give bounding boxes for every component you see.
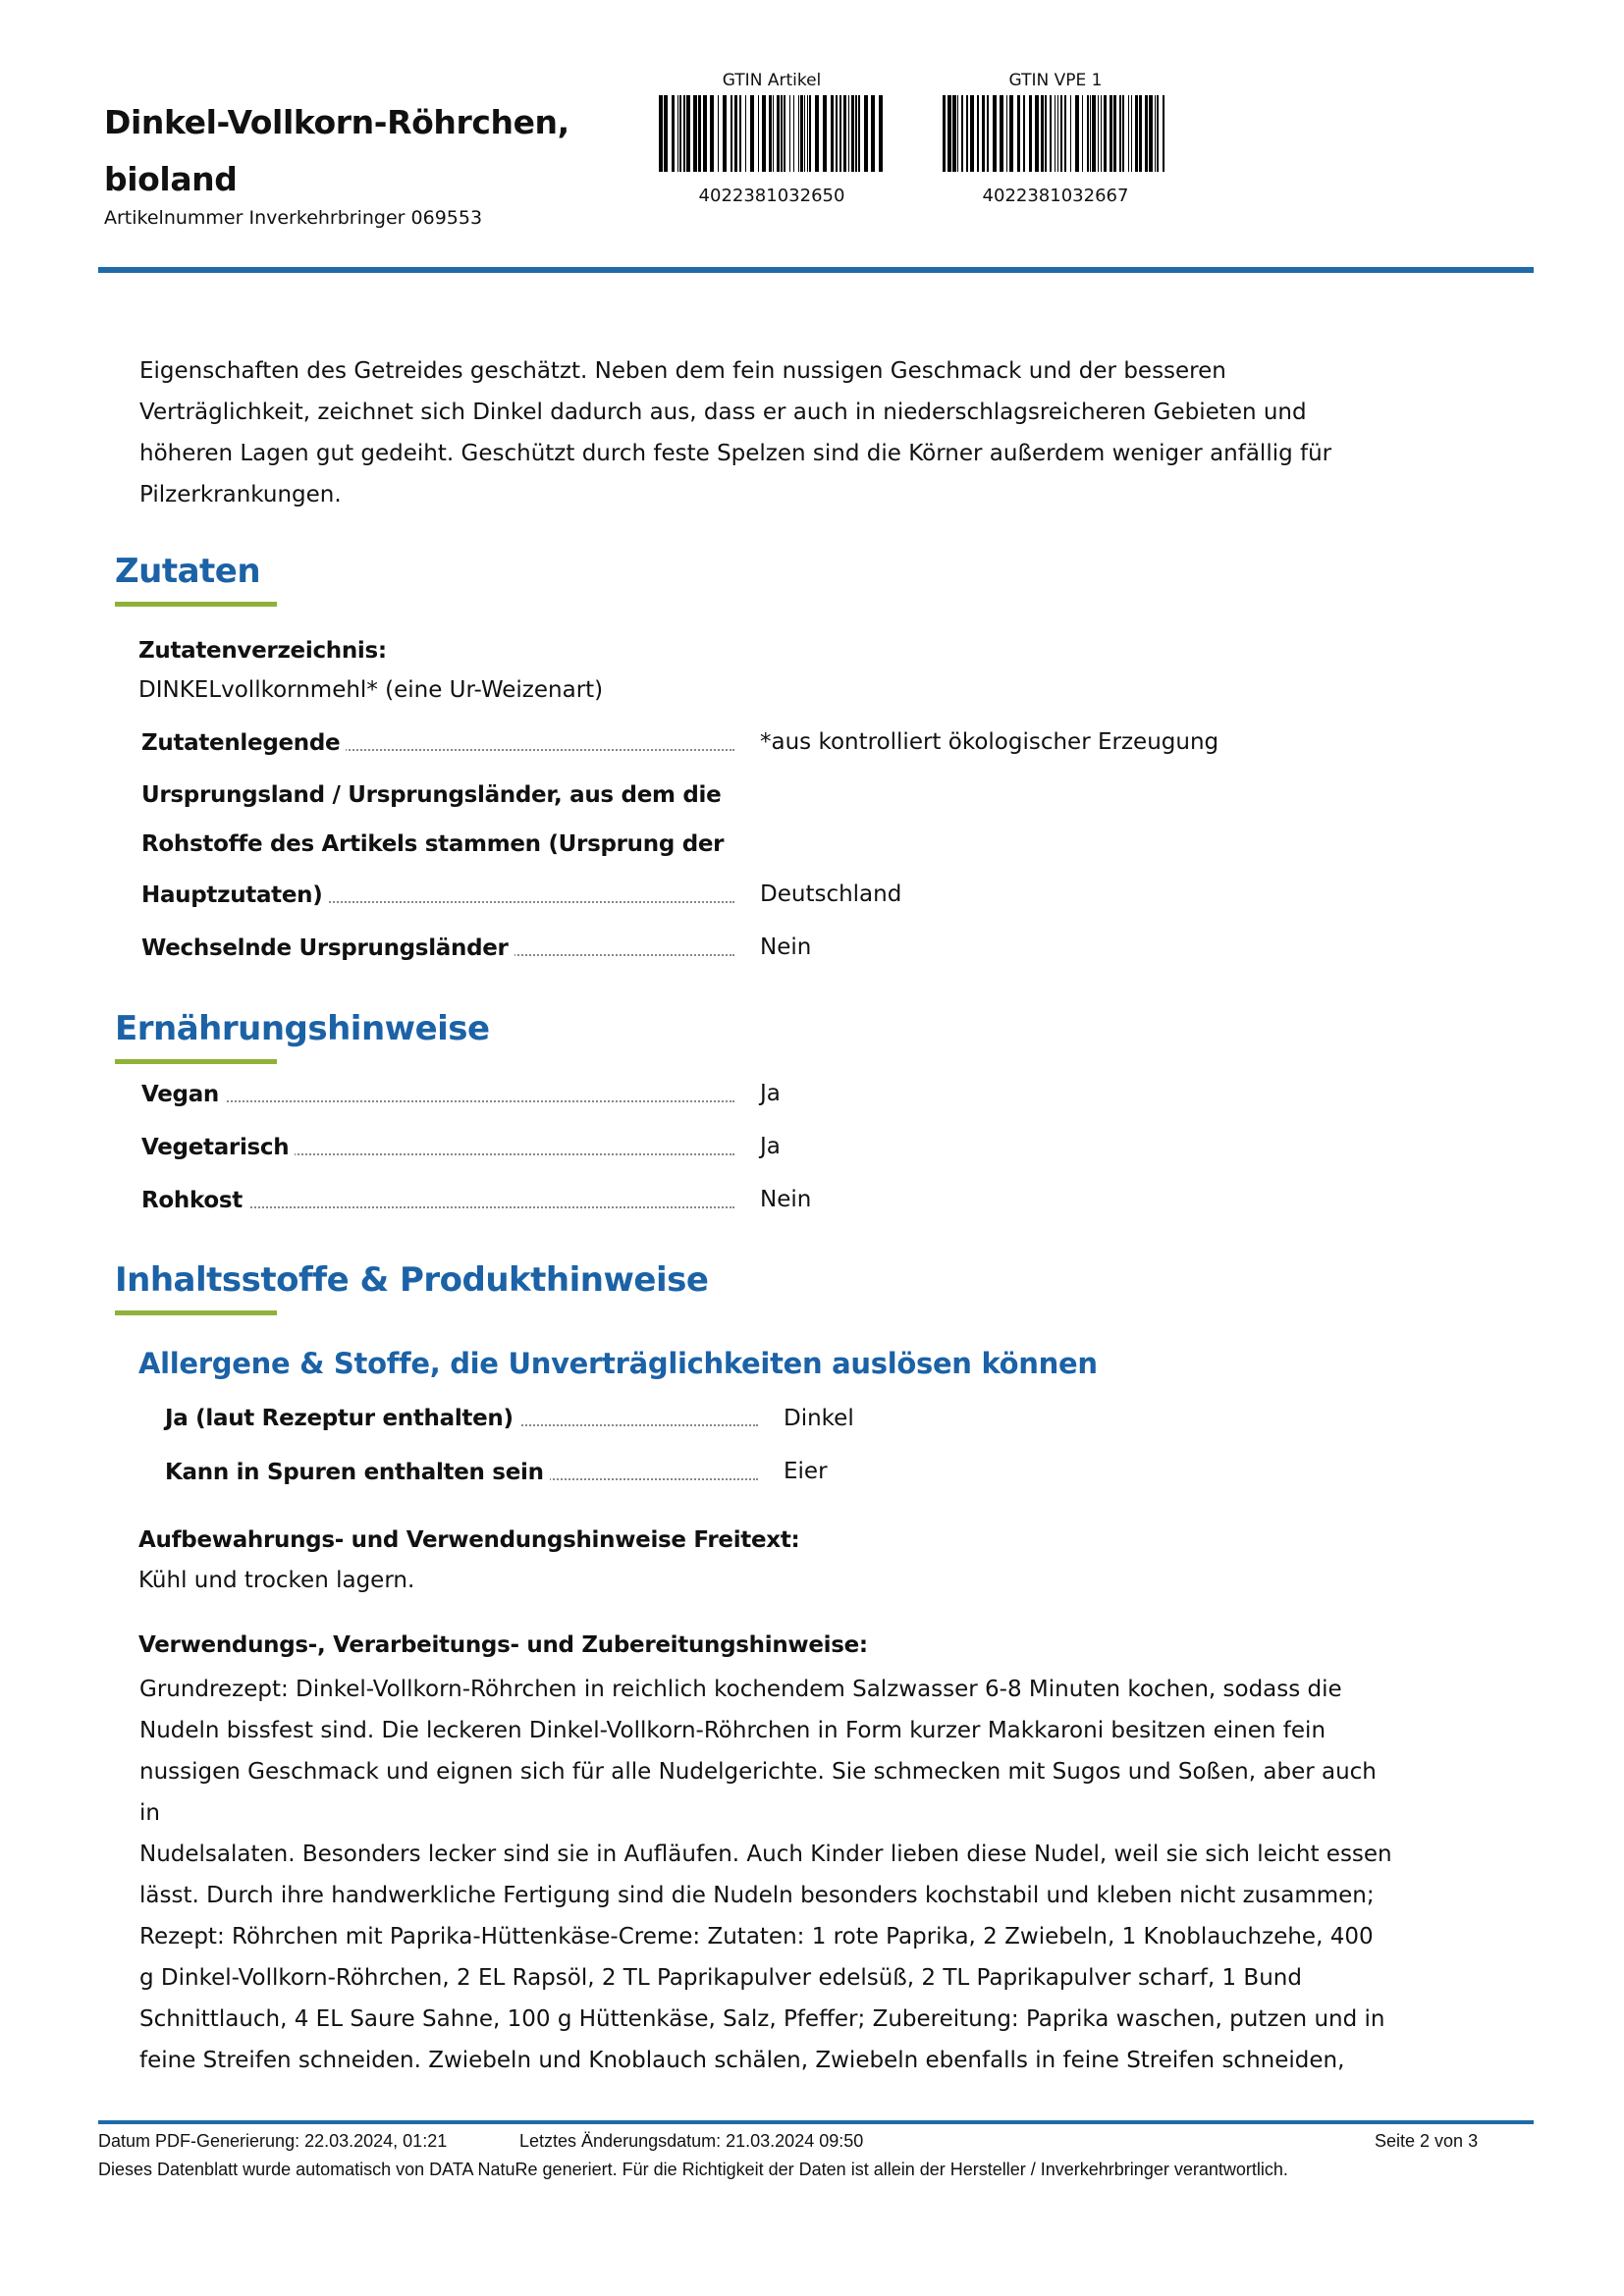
changing-origin-value: Nein	[760, 934, 812, 960]
intro-line: Verträglichkeit, zeichnet sich Dinkel dadurch aus, dass er auch in niederschlagsreicheren Gebieten und	[139, 400, 1307, 425]
ingredients-legend-label: Zutatenlegende	[141, 730, 346, 756]
allergen-contains-value: Dinkel	[784, 1406, 854, 1431]
origin-label	[141, 771, 724, 869]
product-title	[104, 94, 569, 208]
allergen-contains-label: Ja (laut Rezeptur enthalten)	[165, 1406, 519, 1431]
section-heading-zutaten: Zutaten	[115, 552, 261, 591]
intro-line: Pilzerkrankungen.	[139, 482, 342, 507]
ingredients-list-value: DINKELvollkornmehl* (eine Ur-Weizenart)	[138, 677, 604, 703]
barcode-vpe-icon	[943, 95, 1168, 172]
usage-paragraph	[139, 1669, 1396, 2081]
footer-disclaimer: Dieses Datenblatt wurde automatisch von DATA NatuRe generiert. Für die Richtigkeit der Daten ist allein der Hersteller / Inverkehrbringer verantwortlich.	[98, 2160, 1288, 2179]
usage-line: Grundrezept: Dinkel-Vollkorn-Röhrchen in reichlich kochendem Salzwasser 6-8 Minuten kochen, sodass die	[139, 1677, 1342, 1702]
allergen-traces-row	[165, 1456, 758, 1489]
vegetarian-label: Vegetarisch	[141, 1135, 295, 1160]
gtin-article-label: GTIN Artikel	[722, 71, 822, 90]
footer-generated-date: Datum PDF-Generierung: 22.03.2024, 01:21	[98, 2131, 448, 2151]
product-title-line2: bioland	[104, 160, 238, 198]
vegan-value: Ja	[760, 1081, 781, 1106]
gtin-article-block	[654, 71, 890, 206]
origin-label-line: Ursprungsland / Ursprungsländer, aus dem die	[141, 782, 722, 808]
usage-line: Nudeln bissfest sind. Die leckeren Dinkel-Vollkorn-Röhrchen in Form kurzer Makkaroni besitzen einen fein	[139, 1718, 1326, 1743]
usage-line: lässt. Durch ihre handwerkliche Fertigung sind die Nudeln besonders kochstabil und kleben nicht zusammen;	[139, 1883, 1375, 1908]
gtin-vpe-label: GTIN VPE 1	[1008, 71, 1103, 90]
gtin-vpe-number: 4022381032667	[982, 186, 1129, 206]
intro-paragraph	[139, 350, 1396, 515]
section-heading-underline	[115, 602, 277, 607]
origin-label-line: Hauptzutaten)	[141, 882, 328, 908]
storage-value: Kühl und trocken lagern.	[138, 1568, 415, 1593]
usage-line: g Dinkel-Vollkorn-Röhrchen, 2 EL Rapsöl, 2 TL Paprikapulver edelsüß, 2 TL Paprikapulver scharf, 1 Bund	[139, 1965, 1302, 1991]
gtin-article-number: 4022381032650	[698, 186, 845, 206]
barcode-article-icon	[659, 95, 885, 172]
storage-label: Aufbewahrungs- und Verwendungshinweise Freitext:	[138, 1527, 800, 1553]
usage-line: Rezept: Röhrchen mit Paprika-Hüttenkäse-Creme: Zutaten: 1 rote Paprika, 2 Zwiebeln, 1 Knoblauchzehe, 400	[139, 1924, 1374, 1949]
usage-label: Verwendungs-, Verarbeitungs- und Zubereitungshinweise:	[138, 1632, 868, 1658]
section-heading-inhaltsstoffe: Inhaltsstoffe & Produkthinweise	[115, 1260, 709, 1300]
raw-food-value: Nein	[760, 1187, 812, 1212]
footer-page-number: Seite 2 von 3	[1375, 2131, 1479, 2151]
footer-changed-date: Letztes Änderungsdatum: 21.03.2024 09:50	[519, 2131, 864, 2151]
usage-line: Schnittlauch, 4 EL Saure Sahne, 100 g Hüttenkäse, Salz, Pfeffer; Zubereitung: Paprika waschen, putzen und in	[139, 2006, 1385, 2032]
header-divider	[98, 267, 1534, 273]
origin-label-line: Rohstoffe des Artikels stammen (Ursprung der	[141, 831, 725, 857]
article-number: Artikelnummer Inverkehrbringer 069553	[104, 207, 483, 229]
usage-line: nussigen Geschmack und eignen sich für alle Nudelgerichte. Sie schmecken mit Sugos und Soßen, aber auch in	[139, 1759, 1377, 1826]
section-heading-ernaehrung: Ernährungshinweise	[115, 1009, 490, 1048]
ingredients-legend-row	[141, 726, 734, 760]
intro-line: Eigenschaften des Getreides geschätzt. Neben dem fein nussigen Geschmack und der besseren	[139, 358, 1226, 384]
footer-divider	[98, 2120, 1534, 2124]
allergen-traces-value: Eier	[784, 1459, 828, 1484]
vegetarian-value: Ja	[760, 1134, 781, 1159]
allergens-heading: Allergene & Stoffe, die Unverträglichkeiten auslösen können	[138, 1347, 1098, 1380]
changing-origin-label: Wechselnde Ursprungsländer	[141, 935, 514, 961]
section-heading-underline	[115, 1310, 277, 1315]
vegetarian-row	[141, 1131, 734, 1164]
allergen-traces-label: Kann in Spuren enthalten sein	[165, 1460, 550, 1485]
raw-food-label: Rohkost	[141, 1188, 248, 1213]
changing-origin-row	[141, 932, 734, 965]
allergen-contains-row	[165, 1402, 758, 1435]
ingredients-legend-value: *aus kontrolliert ökologischer Erzeugung	[760, 729, 1219, 755]
raw-food-row	[141, 1184, 734, 1217]
origin-row	[141, 879, 734, 912]
intro-line: höheren Lagen gut gedeiht. Geschützt durch feste Spelzen sind die Körner außerdem weniger anfällig für	[139, 441, 1332, 466]
usage-line: Nudelsalaten. Besonders lecker sind sie in Aufläufen. Auch Kinder lieben diese Nudel, weil sie sich leicht essen	[139, 1842, 1392, 1867]
origin-value: Deutschland	[760, 881, 902, 907]
leader-dots	[141, 1100, 734, 1102]
usage-line: feine Streifen schneiden. Zwiebeln und Knoblauch schälen, Zwiebeln ebenfalls in feine Streifen schneiden,	[139, 2048, 1345, 2073]
vegan-label: Vegan	[141, 1082, 225, 1107]
product-title-line1: Dinkel-Vollkorn-Röhrchen,	[104, 103, 569, 141]
gtin-vpe-block	[938, 71, 1173, 206]
ingredients-list-label: Zutatenverzeichnis:	[138, 638, 387, 664]
section-heading-underline	[115, 1059, 277, 1064]
vegan-row	[141, 1078, 734, 1111]
